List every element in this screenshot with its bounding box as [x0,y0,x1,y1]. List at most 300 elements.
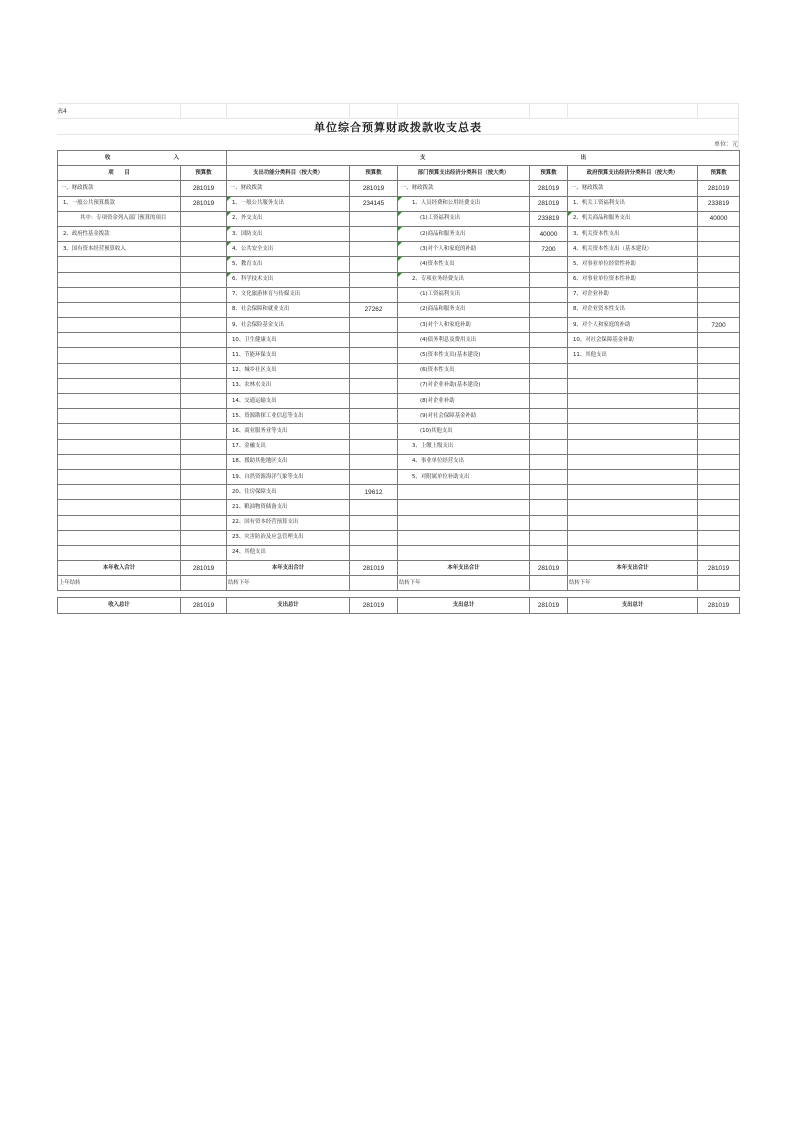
gov-econ-cell: 11、其他支出 [568,348,698,363]
dept-budget-cell [530,530,568,545]
expense-year-total-label: 本年支出合计 [568,561,698,576]
func-budget-cell [350,515,398,530]
func-class-cell: 22、国有资本经营预算支出 [227,515,350,530]
func-class-cell: 21、粮油物资储备支出 [227,500,350,515]
func-class-cell: 18、援助其他地区支出 [227,454,350,469]
func-class-cell: 8、社会保障和就业支出 [227,302,350,317]
dept-econ-cell: (10)其他支出 [398,424,530,439]
dept-budget-cell [530,394,568,409]
dept-econ-cell: (7)对企业补助(基本建设) [398,378,530,393]
expense-year-total-value: 281019 [698,561,740,576]
income-budget-cell [181,242,227,257]
func-class-cell: 1、一般公共服务支出 [227,196,350,211]
func-class-cell: 10、卫生健康支出 [227,333,350,348]
sheet-gridline [697,103,698,118]
dept-econ-cell: (2)商品和服务支出 [398,226,530,241]
gov-econ-cell [568,530,698,545]
table-row [58,196,740,211]
table-row [58,211,740,226]
table-row [58,272,740,287]
error-indicator-icon [398,273,402,277]
func-budget-cell [350,394,398,409]
func-budget-cell [350,545,398,560]
func-budget-cell [350,211,398,226]
table-footer [58,561,740,614]
income-item-cell: 1、一般公共预算拨款 [58,196,181,211]
gov-budget-cell [698,363,740,378]
error-indicator-icon [398,227,402,231]
income-year-total-value: 281019 [181,561,227,576]
gov-budget-cell [698,409,740,424]
page-title: 单位综合预算财政拨款收支总表 [314,121,482,134]
income-item-cell [58,439,181,454]
gov-budget-cell [698,378,740,393]
func-budget-cell [350,272,398,287]
income-budget-cell [181,454,227,469]
expense-year-total-value: 281019 [530,561,568,576]
table-body [58,181,740,561]
income-budget-cell [181,439,227,454]
func-budget-cell [350,318,398,333]
gov-budget-cell [698,302,740,317]
sheet-gridline [397,103,398,118]
spacer-cell [398,591,530,598]
func-class-cell: 6、科学技术支出 [227,272,350,287]
sheet-gridline [567,103,568,118]
func-class-cell: 7、文化旅游体育与传媒支出 [227,287,350,302]
income-budget-cell [181,211,227,226]
table-row [58,500,740,515]
func-budget-cell: 234145 [350,196,398,211]
func-class-cell: 20、住房保障支出 [227,485,350,500]
expense-header-left: 支 [420,154,426,161]
income-budget-cell [181,500,227,515]
dept-econ-cell: 5、对附属单位补助支出 [398,469,530,484]
dept-econ-cell: (6)资本性支出 [398,363,530,378]
func-class-cell: 11、节能环保支出 [227,348,350,363]
table-row [58,378,740,393]
carry-out-value [530,576,568,591]
dept-budget-cell [530,485,568,500]
col-header-item: 项 目 [58,166,181,181]
income-budget-cell [181,226,227,241]
dept-budget-cell: 281019 [530,196,568,211]
func-class-cell: 19、自然资源海洋气象等支出 [227,469,350,484]
spacer-cell [698,591,740,598]
func-class-cell: 2、外交支出 [227,211,350,226]
carry-out-label: 结转下年 [227,576,350,591]
sheet-gridline [226,103,227,118]
expense-grand-total-label: 支出总计 [227,598,350,613]
spacer-cell [530,591,568,598]
expense-year-total-value: 281019 [350,561,398,576]
gov-budget-cell [698,515,740,530]
func-budget-cell [350,287,398,302]
dept-econ-cell [398,485,530,500]
col-header-dept-econ: 部门预算支出经济分类科目（按大类） [398,166,530,181]
func-class-cell: 14、交通运输支出 [227,394,350,409]
table-row [58,318,740,333]
dept-econ-cell: 3、上缴上级支出 [398,439,530,454]
income-header-right: 入 [173,154,179,161]
func-class-cell: 5、教育支出 [227,257,350,272]
table-row [58,257,740,272]
dept-econ-cell: 1、人员经费和公用经费支出 [398,196,530,211]
gov-budget-cell [698,348,740,363]
table-row [58,363,740,378]
expense-year-total-label: 本年支出合计 [398,561,530,576]
error-indicator-icon [227,212,231,216]
year-total-row [58,561,740,576]
spacer-row [58,591,740,598]
gov-budget-cell [698,242,740,257]
gov-econ-cell: 2、机关商品和服务支出 [568,211,698,226]
func-budget-cell [350,226,398,241]
dept-budget-cell [530,500,568,515]
gov-budget-cell [698,394,740,409]
gov-budget-cell [698,485,740,500]
error-indicator-icon [398,212,402,216]
dept-budget-cell [530,515,568,530]
dept-econ-cell: (2)商品和服务支出 [398,302,530,317]
gov-econ-cell [568,424,698,439]
budget-table [57,150,740,614]
func-class-cell: 23、灾害防治及应急管理支出 [227,530,350,545]
func-class-cell: 17、金融支出 [227,439,350,454]
gov-budget-cell: 281019 [698,181,740,196]
table-row [58,287,740,302]
dept-budget-cell [530,469,568,484]
income-budget-cell [181,287,227,302]
income-budget-cell [181,530,227,545]
func-class-cell: 9、社会保险基金支出 [227,318,350,333]
func-budget-cell [350,530,398,545]
func-class-cell: 13、农林水支出 [227,378,350,393]
gov-budget-cell: 7200 [698,318,740,333]
func-budget-cell: 27262 [350,302,398,317]
col-header-budget: 预算数 [350,166,398,181]
gov-econ-cell: 一、财政拨款 [568,181,698,196]
gov-budget-cell [698,272,740,287]
error-indicator-icon [398,197,402,201]
carry-in-value [181,576,227,591]
error-indicator-icon [227,197,231,201]
table-row [58,454,740,469]
dept-econ-cell: 一、财政拨款 [398,181,530,196]
income-item-cell [58,424,181,439]
income-budget-cell [181,272,227,287]
func-budget-cell [350,242,398,257]
dept-budget-cell [530,545,568,560]
income-item-cell [58,257,181,272]
income-item-cell [58,530,181,545]
income-item-cell: 其中：专项资金列入部门预算的项目 [58,211,181,226]
sheet-gridline [57,103,739,104]
func-budget-cell [350,439,398,454]
income-item-cell [58,333,181,348]
dept-econ-cell: (5)资本性支出(基本建设) [398,348,530,363]
expense-grand-total-value: 281019 [530,598,568,613]
func-class-cell: 16、商业服务业等支出 [227,424,350,439]
table-row [58,530,740,545]
dept-econ-cell: (1)工资福利支出 [398,287,530,302]
sheet-gridline [349,103,350,118]
dept-budget-cell [530,409,568,424]
section-header-row [58,151,740,166]
gov-budget-cell [698,469,740,484]
gov-budget-cell [698,424,740,439]
dept-budget-cell [530,454,568,469]
spacer-cell [568,591,698,598]
spacer-cell [350,591,398,598]
income-section-header [58,151,227,166]
table-row [58,333,740,348]
func-budget-cell: 281019 [350,181,398,196]
income-budget-cell [181,424,227,439]
func-class-cell: 24、其他支出 [227,545,350,560]
expense-grand-total-label: 支出总计 [398,598,530,613]
income-item-cell [58,469,181,484]
dept-econ-cell: (3)对个人和家庭补助 [398,318,530,333]
income-item-cell [58,363,181,378]
income-budget-cell: 281019 [181,196,227,211]
gov-econ-cell [568,454,698,469]
gov-econ-cell [568,469,698,484]
carry-out-value [698,576,740,591]
gov-budget-cell [698,530,740,545]
carry-out-value [350,576,398,591]
gov-budget-cell [698,500,740,515]
gov-budget-cell: 233819 [698,196,740,211]
table-row [58,469,740,484]
func-class-cell: 3、国防支出 [227,226,350,241]
func-class-cell: 一、财政拨款 [227,181,350,196]
gov-budget-cell: 40000 [698,211,740,226]
func-budget-cell [350,363,398,378]
dept-budget-cell [530,272,568,287]
income-item-cell [58,272,181,287]
income-grand-total-value: 281019 [181,598,227,613]
dept-econ-cell: (3)对个人和家庭的补助 [398,242,530,257]
dept-econ-cell: (4)债务利息及费用支出 [398,333,530,348]
table-row [58,545,740,560]
gov-econ-cell: 9、对个人和家庭的补助 [568,318,698,333]
gov-econ-cell [568,439,698,454]
error-indicator-icon [227,273,231,277]
func-budget-cell: 19612 [350,485,398,500]
income-budget-cell [181,469,227,484]
error-indicator-icon [227,227,231,231]
unit-label: 单位：元 [713,141,738,148]
income-budget-cell [181,333,227,348]
income-budget-cell [181,318,227,333]
gov-econ-cell: 10、对社会保障基金补助 [568,333,698,348]
carry-out-label: 结转下年 [568,576,698,591]
col-header-budget: 预算数 [181,166,227,181]
gov-budget-cell [698,226,740,241]
income-item-cell [58,454,181,469]
dept-budget-cell [530,378,568,393]
income-budget-cell [181,515,227,530]
gov-econ-cell [568,409,698,424]
carry-in-label: 上年结转 [58,576,181,591]
dept-econ-cell: (9)对社会保障基金补助 [398,409,530,424]
dept-econ-cell [398,515,530,530]
func-budget-cell [350,409,398,424]
dept-econ-cell [398,500,530,515]
income-year-total-label: 本年收入合计 [58,561,181,576]
func-budget-cell [350,454,398,469]
income-budget-cell [181,302,227,317]
dept-econ-cell: 4、事业单位经营支出 [398,454,530,469]
gov-econ-cell: 1、机关工资福利支出 [568,196,698,211]
spacer-cell [227,591,350,598]
income-item-cell [58,318,181,333]
income-budget-cell [181,257,227,272]
income-budget-cell [181,394,227,409]
table-row [58,485,740,500]
col-header-budget: 预算数 [530,166,568,181]
income-item-cell: 2、政府性基金拨款 [58,226,181,241]
gov-budget-cell [698,257,740,272]
dept-budget-cell [530,333,568,348]
dept-budget-cell: 40000 [530,226,568,241]
income-item-cell [58,500,181,515]
gov-budget-cell [698,454,740,469]
gov-econ-cell: 4、机关资本性支出（基本建设） [568,242,698,257]
gov-budget-cell [698,287,740,302]
func-budget-cell [350,500,398,515]
income-budget-cell [181,348,227,363]
income-item-cell [58,302,181,317]
dept-budget-cell [530,257,568,272]
gov-econ-cell [568,363,698,378]
income-budget-cell: 281019 [181,181,227,196]
expense-grand-total-value: 281019 [350,598,398,613]
grand-total-row [58,598,740,613]
dept-budget-cell: 7200 [530,242,568,257]
expense-year-total-label: 本年支出合计 [227,561,350,576]
gov-budget-cell [698,545,740,560]
income-item-cell [58,545,181,560]
error-indicator-icon [398,242,402,246]
func-budget-cell [350,424,398,439]
table-row [58,348,740,363]
table-tag: 表4 [57,108,67,115]
spacer-cell [181,591,227,598]
income-item-cell: 3、国有资本经营预算收入 [58,242,181,257]
income-budget-cell [181,545,227,560]
gov-econ-cell [568,515,698,530]
gov-econ-cell: 5、对事业单位经常性补助 [568,257,698,272]
income-item-cell [58,378,181,393]
func-class-cell: 12、城乡社区支出 [227,363,350,378]
table-row [58,302,740,317]
gov-budget-cell [698,439,740,454]
dept-econ-cell [398,530,530,545]
gov-econ-cell: 6、对事业单位资本性补助 [568,272,698,287]
dept-budget-cell [530,348,568,363]
dept-budget-cell [530,424,568,439]
dept-budget-cell [530,287,568,302]
error-indicator-icon [227,257,231,261]
income-grand-total-label: 收入总计 [58,598,181,613]
table-row [58,515,740,530]
income-budget-cell [181,378,227,393]
income-budget-cell [181,409,227,424]
dept-budget-cell [530,439,568,454]
expense-grand-total-value: 281019 [698,598,740,613]
income-budget-cell [181,485,227,500]
gov-econ-cell [568,545,698,560]
dept-budget-cell: 281019 [530,181,568,196]
dept-budget-cell [530,318,568,333]
income-item-cell: 一、财政拨款 [58,181,181,196]
sheet-gridline [529,103,530,118]
spacer-cell [58,591,181,598]
table-row [58,439,740,454]
income-budget-cell [181,363,227,378]
carry-row [58,576,740,591]
income-item-cell [58,348,181,363]
expense-header-right: 出 [580,154,587,161]
func-budget-cell [350,348,398,363]
func-class-cell: 4、公共安全支出 [227,242,350,257]
func-budget-cell [350,378,398,393]
gov-econ-cell [568,394,698,409]
gov-budget-cell [698,333,740,348]
func-budget-cell [350,333,398,348]
error-indicator-icon [568,212,572,216]
error-indicator-icon [227,242,231,246]
table-row [58,409,740,424]
error-indicator-icon [398,257,402,261]
col-header-func-class: 支出功能分类科目（按大类） [227,166,350,181]
func-budget-cell [350,469,398,484]
gov-econ-cell: 7、对企业补助 [568,287,698,302]
col-header-budget: 预算数 [698,166,740,181]
gov-econ-cell: 3、机关资本性支出 [568,226,698,241]
column-header-row [58,166,740,181]
income-item-cell [58,409,181,424]
gov-econ-cell [568,500,698,515]
expense-grand-total-label: 支出总计 [568,598,698,613]
dept-budget-cell: 233819 [530,211,568,226]
carry-out-label: 结转下年 [398,576,530,591]
table-row [58,242,740,257]
sheet-gridline [180,103,181,118]
dept-econ-cell: (1)工资福利支出 [398,211,530,226]
income-item-cell [58,394,181,409]
income-item-cell [58,287,181,302]
dept-budget-cell [530,363,568,378]
func-class-cell: 15、资源勘探工业信息等支出 [227,409,350,424]
gov-econ-cell: 8、对企业资本性支出 [568,302,698,317]
col-header-gov-econ: 政府预算支出经济分类科目（按大类） [568,166,698,181]
table-row [58,226,740,241]
dept-econ-cell: (8)对企业补助 [398,394,530,409]
income-item-cell [58,515,181,530]
gov-econ-cell [568,485,698,500]
dept-budget-cell [530,302,568,317]
dept-econ-cell: 2、专项业务经费支出 [398,272,530,287]
func-budget-cell [350,257,398,272]
table-row [58,424,740,439]
income-header-left: 收 [105,154,111,161]
table-row [58,394,740,409]
dept-econ-cell [398,545,530,560]
gov-econ-cell [568,378,698,393]
